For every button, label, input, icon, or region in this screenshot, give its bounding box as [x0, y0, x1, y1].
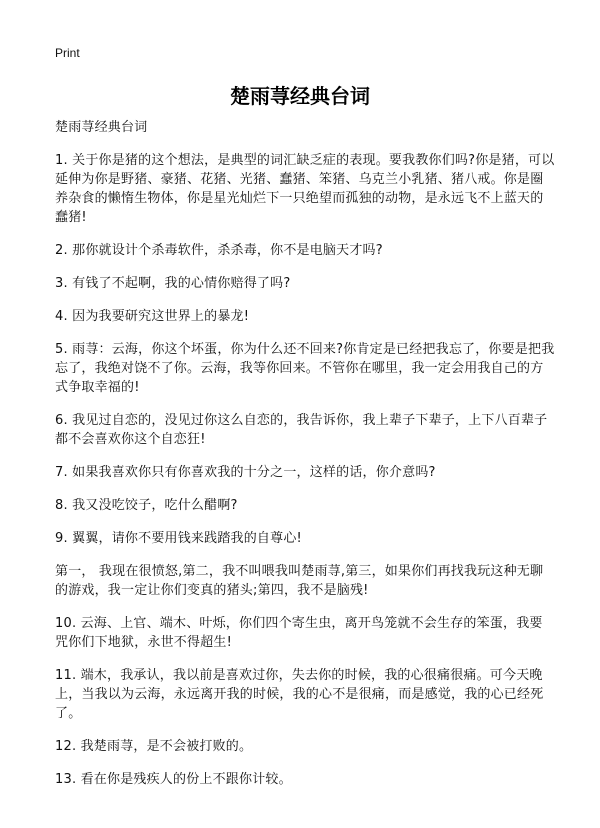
page-title: 楚雨荨经典台词 — [230, 84, 370, 108]
quote-paragraph: 11. 端木，我承认，我以前是喜欢过你，失去你的时候，我的心很痛很痛。可今天晚上，当我以为云海，永远离开我的时候，我的心不是很痛，而是感觉，我的心已经死了。 — [55, 668, 544, 721]
quote-paragraph: 13. 看在你是残疾人的份上不跟你计较。 — [55, 772, 292, 787]
quote-paragraph: 3. 有钱了不起啊，我的心情你赔得了吗? — [55, 276, 291, 291]
quote-paragraph: 5. 雨荨：云海，你这个坏蛋，你为什么还不回来?你肯定是已经把我忘了，你要是把我忘了，我绝对饶不了你。云海，我等你回来。不管你在哪里，我一定会用我自己的方式争取幸福的! — [55, 342, 555, 395]
quote-paragraph: 4. 因为我要研究这世界上的暴龙! — [55, 309, 250, 324]
document-subtitle: 楚雨荨经典台词 — [55, 120, 148, 135]
quote-paragraph: 8. 我又没吃饺子，吃什么醋啊? — [55, 498, 238, 513]
quote-paragraph: 10. 云海、上官、端木、叶烁，你们四个寄生虫，离开鸟笼就不会生存的笨蛋，我要咒你们下地狱，永世不得超生! — [55, 616, 543, 650]
quote-paragraph: 7. 如果我喜欢你只有你喜欢我的十分之一，这样的话，你介意吗? — [55, 465, 436, 480]
print-link[interactable]: Print — [55, 46, 80, 60]
quote-paragraph: 2. 那你就设计个杀毒软件，杀杀毒，你不是电脑天才吗? — [55, 243, 383, 258]
quote-paragraph: 6. 我见过自恋的，没见过你这么自恋的，我告诉你，我上辈子下辈子，上下八百辈子都不会喜欢你这个自恋狂! — [55, 413, 548, 447]
quote-paragraph: 12. 我楚雨荨，是不会被打败的。 — [55, 739, 253, 754]
quote-paragraph: 1. 关于你是猪的这个想法，是典型的词汇缺乏症的表现。要我教你们吗?你是猪，可以延伸为你是野猪、豪猪、花猪、光猪、蠢猪、笨猪、乌克兰小乳猪、猪八戒。你是圈养杂食的懒惰生物体，你是星光灿烂下一只绝望而孤独的动物，是永远飞不上蓝天的蠢猪! — [55, 153, 555, 225]
quote-paragraph: 第一， 我现在很愤怒,第二，我不叫喂我叫楚雨荨,第三，如果你们再找我玩这种无聊的游戏，我一定让你们变真的猪头;第四，我不是脑残! — [55, 564, 544, 598]
quote-paragraph: 9. 翼翼，请你不要用钱来践踏我的自尊心! — [55, 531, 302, 546]
document-body — [55, 118, 555, 803]
